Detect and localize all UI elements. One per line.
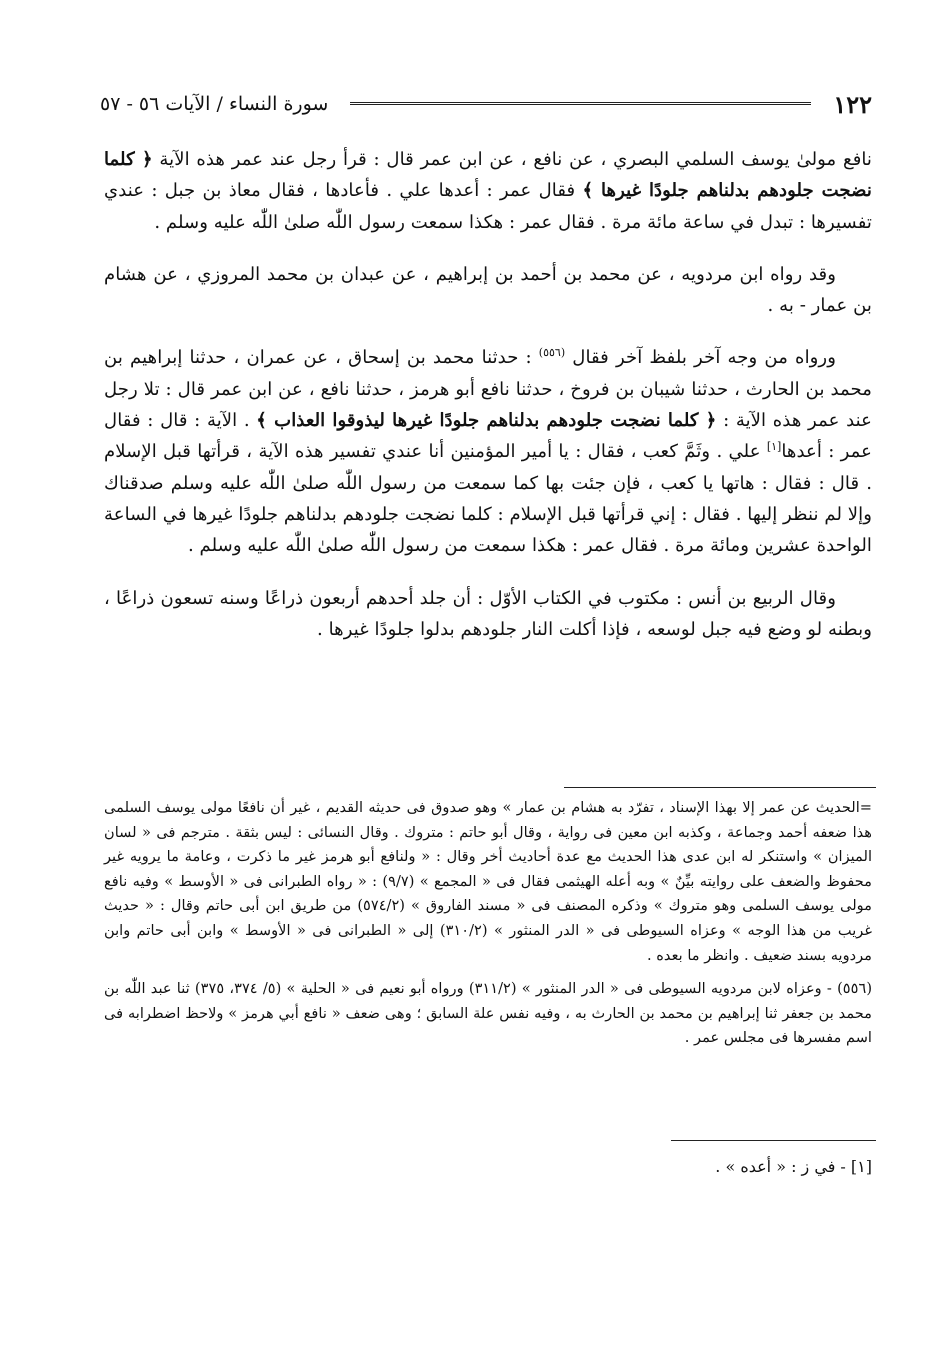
page-number: ١٢٢: [833, 89, 872, 119]
footnote-rule: [564, 787, 876, 788]
paragraph-1-text-a: نافع مولىٰ يوسف السلمي البصري ، عن نافع ، عن ابن عمر قال : قرأ رجل عند عمر هذه الآية: [152, 149, 872, 170]
running-title: سورة النساء / الآيات ٥٦ - ٥٧: [100, 93, 329, 115]
variant-note: [١] - في ز : « أعده » .: [715, 1157, 872, 1176]
footnotes: [104, 796, 872, 1060]
paragraph-3-text-a: ورواه من وجه آخر بلفظ آخر فقال: [565, 347, 836, 369]
paragraph-1: [104, 144, 872, 238]
paragraph-1-text-b: فقال عمر : أعدها علي . فأعادها ، فقال معاذ بن جبل : عندي تفسيرها : تبدل في ساعة مائة مرة . فقال عمر : هكذا سمعت رسول اللّٰه صلىٰ اللّٰه عليه وسلم .: [104, 180, 872, 233]
paragraph-4: وقال الربيع بن أنس : مكتوب في الكتاب الأوّل : أن جلد أحدهم أربعون ذراعًا وسنه تسعون ذراعًا ، وبطنه لو وضع فيه جبل لوسعه ، فإذا أكلت النار جلودهم بدلوا جلودًا غيرها .: [104, 587, 872, 640]
paragraph-3-text-c: . الآية : قال : فقال عمر : أعدها: [104, 410, 872, 463]
paragraph-3: [104, 342, 872, 561]
page-header: [100, 84, 872, 124]
main-text: [104, 144, 872, 666]
paragraph-3-text-d: علي . وثَمَّ كعب ، فقال : يا أمير المؤمنين أنا عندي تفسير هذه الآية ، قرأتها قبل الإسلام . قال : فقال : هاتها يا كعب ، فإن جئت بها كما سمعت من رسول اللّٰه صلىٰ اللّٰه عليه وسلم صدقناك وإلا لم ننظر إليها . فقال : إني قرأتها قبل الإسلام : كلما نضجت جلودهم بدلناهم جلودًا غيرها في الساعة الواحدة عشرين ومائة مرة . فقال عمر : هكذا سمعت من رسول اللّٰه صلىٰ اللّٰه عليه وسلم .: [104, 441, 872, 557]
variant-rule: [671, 1140, 876, 1141]
variant-mark: [١]: [766, 440, 782, 454]
paragraph-3-text-b: : حدثنا محمد بن إسحاق ، عن عمران ، حدثنا إبراهيم بن محمد بن الحارث ، حدثنا شيبان بن فروخ ، حدثنا نافع أبو هرمز ، حدثنا نافع ، عن ابن عمر قال : تلا رجل عند عمر هذه الآية :: [104, 347, 872, 432]
paragraph-2: وقد رواه ابن مردويه ، عن محمد بن أحمد بن إبراهيم ، عن عبدان بن محمد المروزي ، عن هشام بن عمار - به .: [104, 263, 872, 317]
header-rule: [350, 102, 811, 107]
footnote-continued: =الحديث عن عمر إلا بهذا الإسناد ، تفرّد به هشام بن عمار » وهو صدوق فى حديثه القديم ، غير أن نافعًا مولى يوسف السلمى هذا ضعفه أحمد وجماعة ، وكذبه ابن معين فى رواية ، وقال أبو حاتم : متروك . وقال النسائى : ليس بثقة . مترجم فى « لسان الميزان » واستنكر له ابن عدى هذا الحديث مع عدة أحاديث أخر وقال : « ولنافع أبو هرمز غير ما ذكرت ، وعامة ما يرويه غير محفوظ والضعف على روايته بيِّنٌ » وبه أعله الهيثمى فقال فى « المجمع » (٩/٧) : « رواه الطبرانى فى « الأوسط » وفيه نافع مولى يوسف السلمى وهو متروك » وذكره المصنف فى « مسند الفاروق » (٥٧٤/٢) من طريق ابن أبى حاتم وقال : « حديث غريب من هذا الوجه » وعزاه السيوطى فى « الدر المنثور » (٣١٠/٢) إلى « الطبرانى فى « الأوسط » وابن أبى حاتم وابن مردويه بسند ضعيف . وانظر ما بعده .: [104, 799, 872, 964]
footnote-reference: (٥٥٦): [538, 346, 566, 360]
footnote-556: (٥٥٦) - وعزاه لابن مردويه السيوطى فى « الدر المنثور » (٣١١/٢) ورواه أبو نعيم فى « الحلية » (٥/ ٣٧٤، ٣٧٥) ثنا عبد اللّٰه بن محمد بن جعفر ثنا إبراهيم بن محمد بن الحارث به ، وفيه نفس علة السابق ؛ وهى ضعف « نافع أبي هرمز » ولاحظ اضطرابه فى اسم مفسرها فى مجلس عمر .: [104, 980, 873, 1047]
quran-verse: ﴿ كلما نضجت جلودهم بدلناهم جلودًا غيرها ﴾: [104, 149, 872, 202]
quran-verse: ﴿ كلما نضجت جلودهم بدلناهم جلودًا غيرها ليذوقوا العذاب ﴾: [256, 410, 717, 432]
